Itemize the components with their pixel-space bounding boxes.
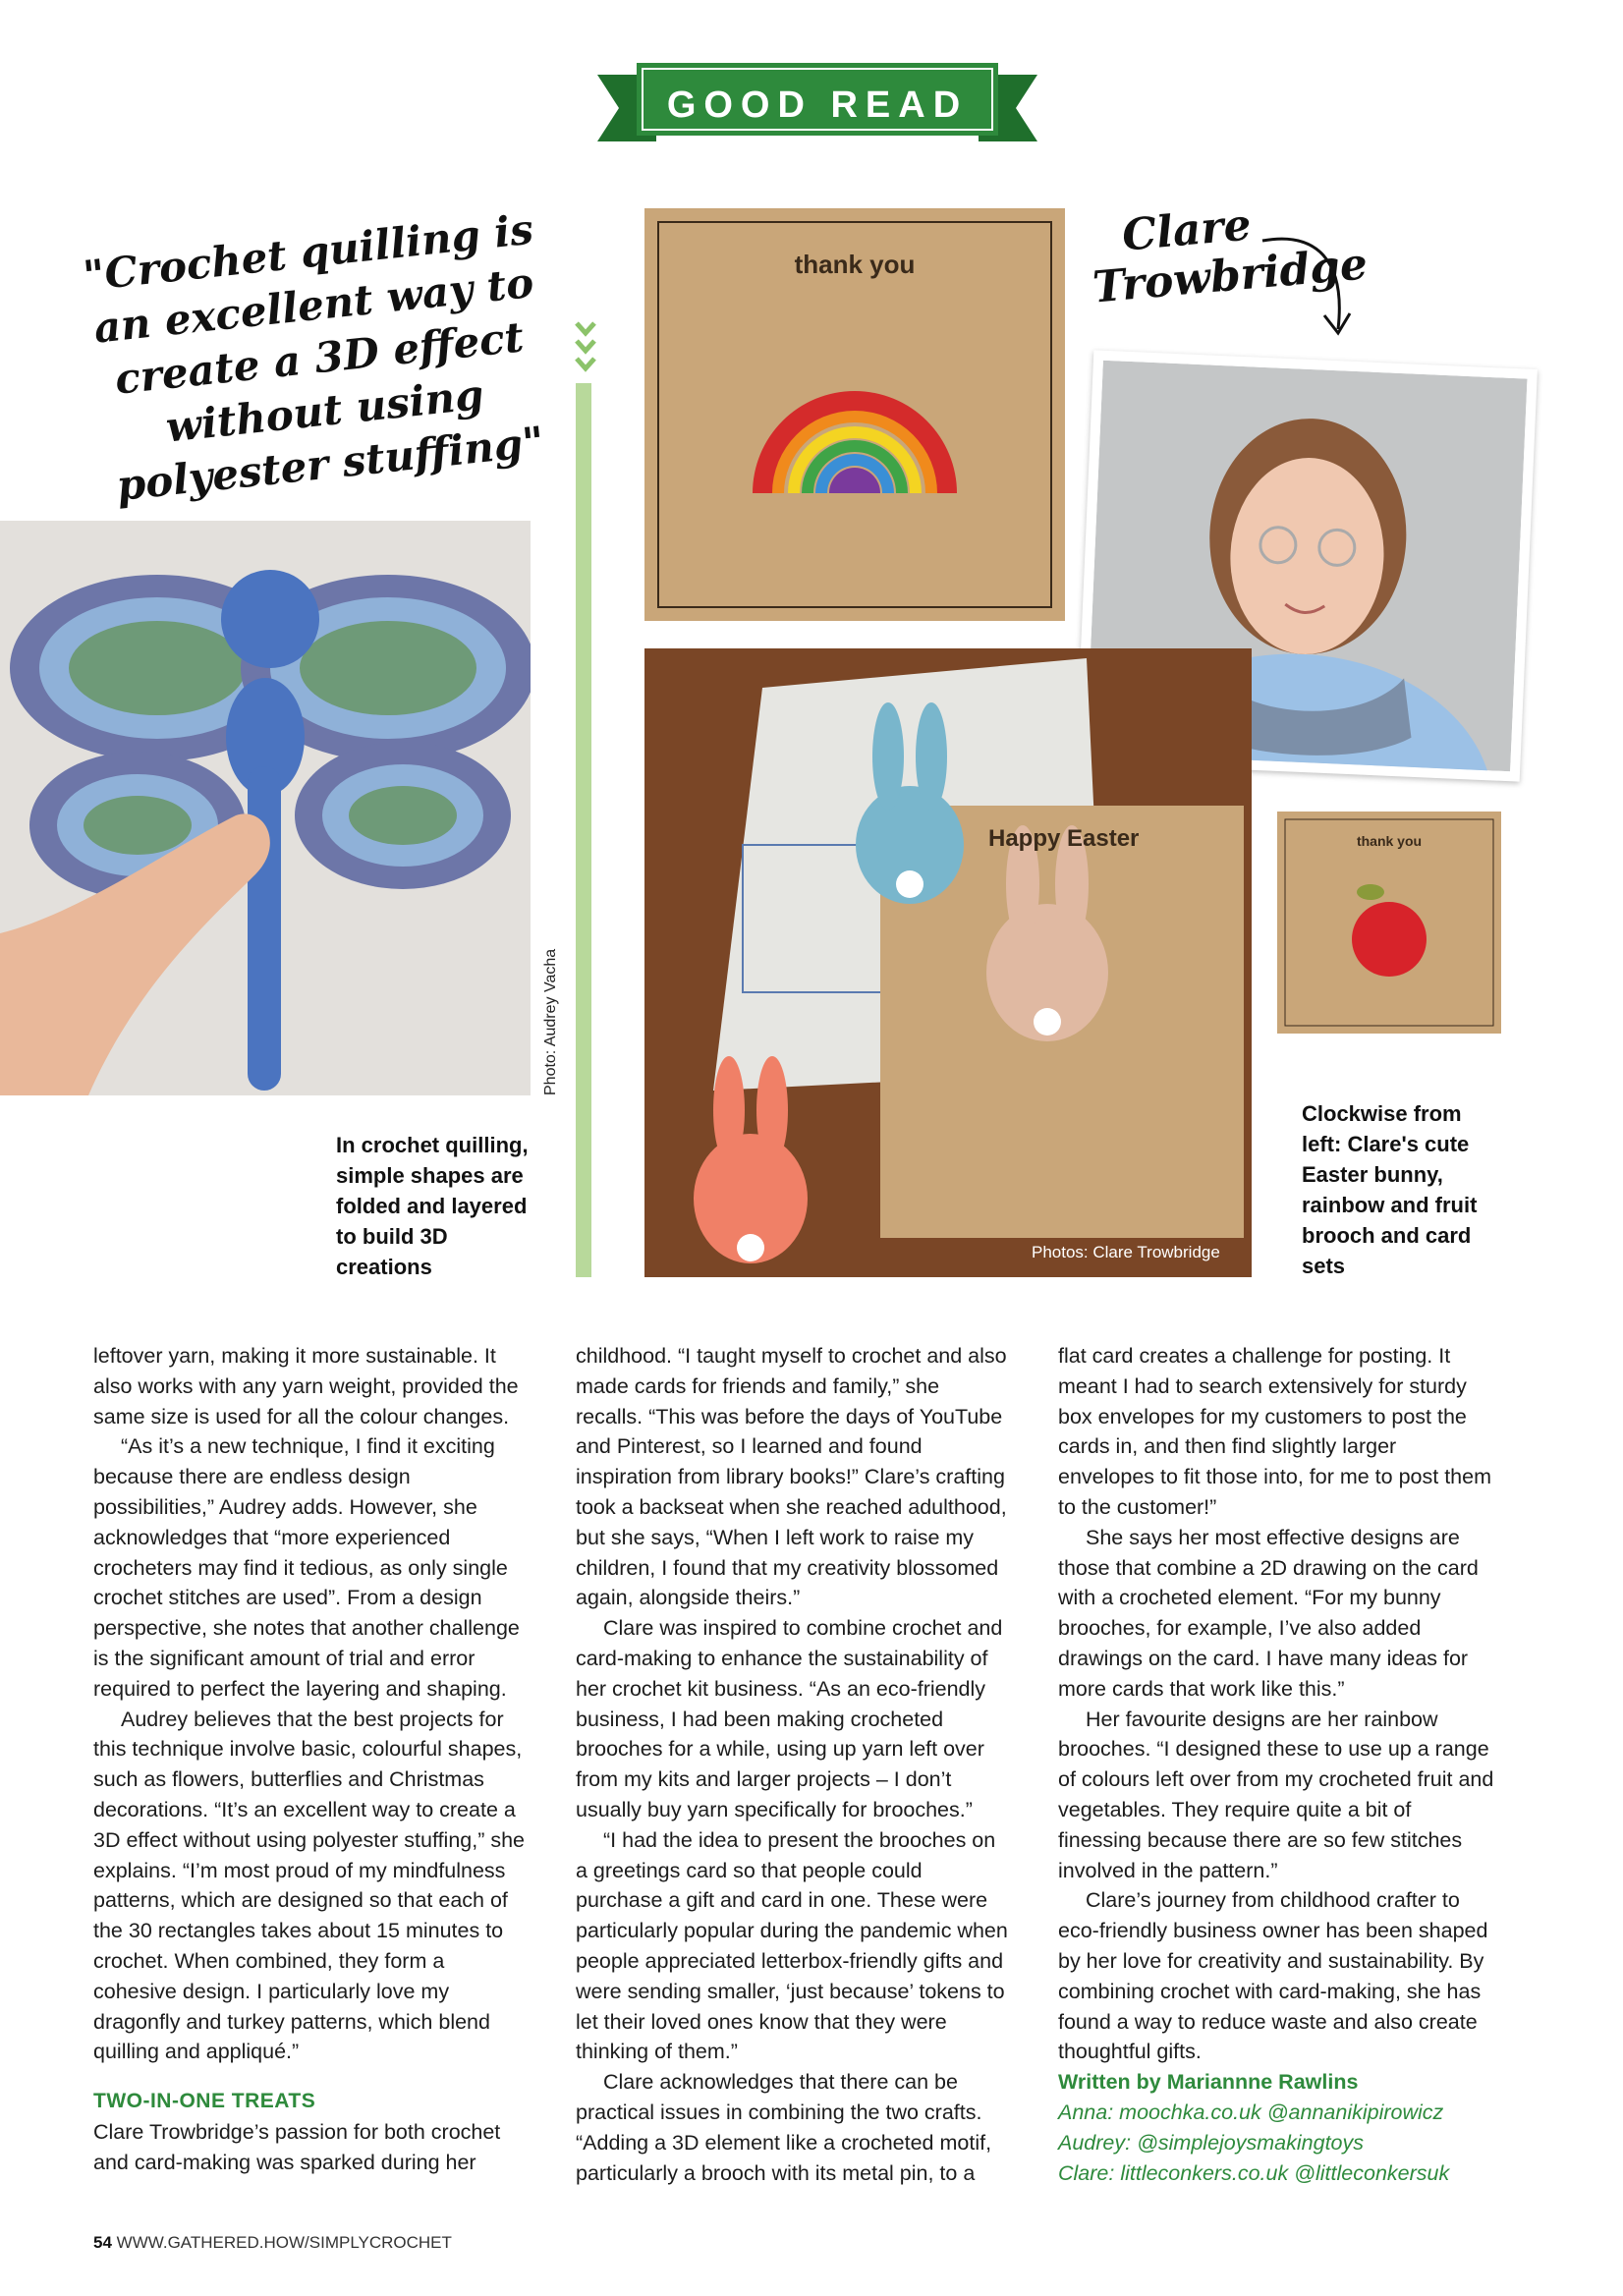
author-byline: Written by Mariannne Rawlins [1058,2070,1359,2095]
pull-quote: "Crochet quilling is an excellent way to create a 3D effect without using polyester stuffing" [81,204,547,511]
page-number: 54 [93,2233,112,2252]
paragraph: leftover yarn, making it more sustainable. It also works with any yarn weight, provided the same size is used for all the colour changes. [93,1344,519,1428]
paragraph: Clare acknowledges that there can be practical issues in combining the two crafts. “Adding a 3D element like a crocheted motif, particularly a brooch with its metal pin, to a [576,2070,992,2185]
paragraph: Clare’s journey from childhood crafter to eco-friendly business owner has been shaped by her love for creativity and sustainability. By combining crochet with card-making, she has found a way to reduce waste and also create thoughtful gifts. [1058,1888,1488,2064]
social-handle: Anna: moochka.co.uk @annanikipirowicz [1058,2100,1444,2124]
social-handle: Clare: littleconkers.co.uk @littleconkersuk [1058,2160,1450,2185]
paragraph: “I had the idea to present the brooches on a greetings card so that people could purchase a gift and card in one. These were particularly popular during the pandemic when people appreciated letterbox-friendly gifts and were sending smaller, ‘just because’ tokens to let their loved ones know that they were thinking of them.” [576,1827,1008,2064]
apple-card-photo [1277,812,1501,1034]
page-footer [93,2233,452,2253]
dragonfly-photo-credit: Photo: Audrey Vacha [542,948,559,1095]
clare-photo-credit: Photos: Clare Trowbridge [1032,1243,1220,1261]
portrait-name: Clare Trowbridge [1091,199,1370,313]
easter-card-text: Happy Easter [988,825,1140,852]
dragonfly-photo [0,521,531,1095]
rainbow-card-photo [644,208,1065,621]
paragraph: Audrey believes that the best projects for this technique involve basic, colourful shapes, such as flowers, butterflies and Christmas decorations. “It’s an excellent way to create a 3D effect without using polyester stuffing,” she explains. “I’m most proud of my mindfulness patterns, which are designed so that each of the 30 rectangles takes about 15 minutes to crochet. When combined, they form a cohesive design. I particularly love my dragonfly and turkey patterns, which blend quilling and appliqué.” [93,1707,526,2064]
article-column-3 [1058,1341,1498,2188]
paragraph: Clare was inspired to combine crochet and card-making to enhance the sustainability of her crochet kit business. “As an eco-friendly business, I had been making crocheted brooches for a while, using up yarn left over from my kits and larger projects – I don’t usually buy yarn specifically for brooches.” [576,1616,1003,1821]
footer-url: WWW.GATHERED.HOW/SIMPLYCROCHET [116,2233,452,2252]
easter-bunny-photo [644,648,1252,1277]
caption-left: In crochet quilling, simple shapes are folded and layered to build 3D creations [336,1133,529,1279]
article-column-1 [93,1341,526,2178]
paragraph: Clare Trowbridge’s passion for both crochet and card-making was sparked during her [93,2119,501,2174]
rainbow-card-text: thank you [794,250,916,279]
caption-right: Clockwise from left: Clare's cute Easter bunny, rainbow and fruit brooch and card sets [1302,1101,1478,1278]
paragraph: childhood. “I taught myself to crochet and also made cards for friends and family,” she recalls. “This was before the days of YouTube and Pinterest, so I learned and found inspiration from library books!” Clare’s crafting took a backseat when she reached adulthood, but she says, “When I left work to raise my children, I found that my creativity blossomed again, alongside theirs.” [576,1344,1007,1610]
green-divider-bar [576,383,591,1277]
paragraph: She says her most effective designs are those that combine a 2D drawing on the card with a crocheted element. “For my bunny brooches, for example, I’ve also added drawings on the card. I have many ideas for more cards that work like this.” [1058,1525,1479,1701]
apple-card-text: thank you [1356,833,1423,849]
paragraph: Her favourite designs are her rainbow brooches. “I designed these to use up a range of colours left over from my crocheted fruit and vegetables. They require quite a bit of finessing because there are so few stitches involved in the pattern.” [1058,1707,1494,1882]
paragraph: “As it’s a new technique, I find it exciting because there are endless design possibilities,” Audrey adds. However, she acknowledges that “more experienced crocheters may find it tedious, as only single crochet stitches are used”. From a design perspective, she notes that another challenge is the significant amount of trial and error required to perfect the layering and shaping. [93,1434,520,1701]
social-handle: Audrey: @simplejoysmakingtoys [1058,2130,1364,2155]
section-banner [597,61,1037,151]
curved-arrow-icon [1258,231,1366,349]
article-column-2 [576,1341,1008,2188]
paragraph: flat card creates a challenge for posting. It meant I had to search extensively for sturdy box envelopes for my customers to post the cards in, and then find slightly larger envelopes to fit those into, for me to post them to the customer!” [1058,1344,1491,1519]
chevron-down-icon [575,319,596,378]
subheading: TWO-IN-ONE TREATS [93,2090,316,2113]
banner-label: GOOD READ [666,84,969,126]
